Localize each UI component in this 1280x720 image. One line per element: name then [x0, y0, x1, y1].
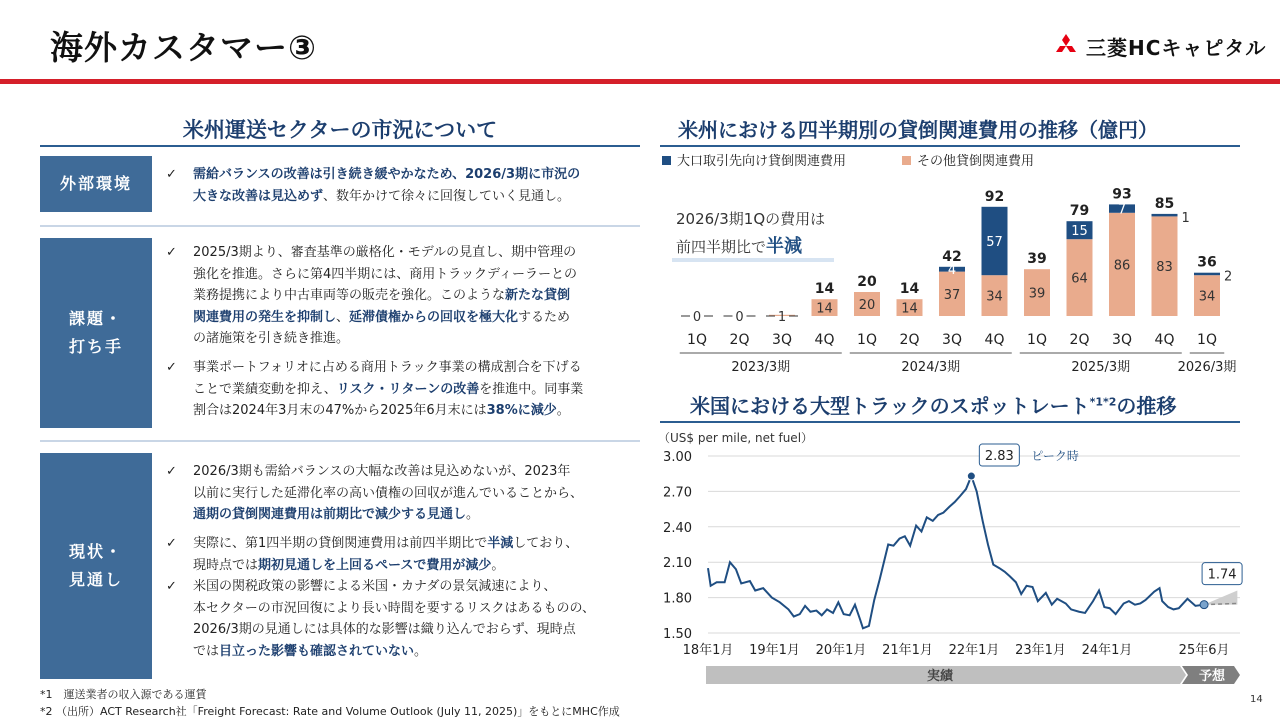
bar-large-client [1152, 214, 1178, 217]
line-chart-title-rule [660, 421, 1240, 423]
body-text: ことで業績変動を抑え、 [193, 381, 337, 397]
body-text: 事業ポートフォリオに占める商用トラック事業の構成割合を下げる [193, 360, 582, 375]
x-tick-label: 22年1月 [948, 643, 1000, 658]
body-text: では [193, 643, 220, 659]
bullet-line [166, 461, 636, 483]
row-label-line: 現状・ [68, 542, 123, 561]
x-tick-label: 20年1月 [815, 643, 867, 658]
row-separator [40, 440, 640, 442]
row-label-line: 課題・ [68, 309, 123, 328]
bar-value-label: 4 [947, 263, 957, 279]
bar-total-label: 79 [1069, 203, 1090, 220]
checkmark-icon: ✓ [166, 245, 177, 260]
legend-label-other: その他貸倒関連費用 [917, 154, 1035, 169]
x-tick-label: 2Q [1069, 332, 1090, 348]
y-tick-label: 2.70 [663, 485, 692, 501]
body-text: 、数年かけて徐々に回復していく見通し。 [323, 188, 571, 204]
bar-total-label: 14 [899, 281, 920, 298]
legend-swatch-large-client [662, 156, 671, 165]
bar-total-label: 20 [857, 274, 877, 290]
bullet-item [166, 242, 636, 350]
body-text: 。 [414, 643, 428, 659]
bar-total-label: 14 [814, 281, 835, 298]
checkmark-icon: ✓ [166, 464, 177, 479]
bar-total-label: 36 [1197, 254, 1217, 271]
x-tick-label: 1Q [1027, 332, 1047, 348]
bar-value-label: 7 [1117, 202, 1127, 218]
body-text: 実際に、第1四半期の貸倒関連費用は前四半期比で [193, 536, 488, 551]
group-label: 2026/3期 [1177, 360, 1237, 375]
page-number: 14 [1250, 694, 1263, 705]
callout-emphasis: 半減 [766, 236, 803, 257]
highlight-text: 需給バランスの改善は引き続き緩やかなため、 [193, 167, 466, 182]
actual-label: 実績 [926, 669, 954, 684]
line-unit-label: （US$ per mile, net fuel） [658, 431, 814, 445]
bar-value-label: 0 [692, 310, 702, 325]
x-tick-label: 1Q [1197, 332, 1217, 348]
highlight-text: リスク・リターンの改善 [336, 381, 480, 397]
body-text: 米国の関税政策の影響による米国・カナダの景気減速により、 [193, 579, 557, 594]
bar-total-label: 39 [1027, 251, 1047, 268]
x-tick-label: 19年1月 [749, 643, 800, 658]
x-tick-label: 24年1月 [1081, 643, 1133, 658]
bar-legend [662, 153, 1034, 169]
bar-value-label: 1 [777, 310, 787, 325]
x-tick-label: 2Q [899, 332, 920, 348]
x-tick-label: 25年6月 [1178, 643, 1230, 658]
bullet-line [166, 576, 636, 598]
peak-marker [967, 472, 975, 480]
x-tick-label: 18年1月 [682, 643, 734, 658]
highlight-text: 新たな貸倒 [505, 288, 571, 304]
bullet-line [166, 555, 636, 577]
bar-value-label: 0 [735, 310, 744, 325]
body-text: するため [518, 309, 571, 325]
bullet-line [166, 641, 636, 663]
x-tick-label: 3Q [942, 332, 962, 348]
bar-value-label: 20 [858, 298, 876, 313]
callout [672, 210, 834, 262]
y-tick-label: 3.00 [663, 450, 692, 465]
x-tick-label: 2Q [729, 332, 750, 348]
bar-value-label: 83 [1156, 260, 1173, 276]
bullet-line [166, 285, 636, 307]
x-tick-label: 1Q [857, 332, 877, 348]
bar-large-client [1194, 273, 1220, 276]
period-bar [706, 666, 1240, 684]
group-label: 2023/3期 [731, 360, 791, 375]
bullet-item [166, 164, 636, 207]
highlight-text: 通期の貸倒関連費用は前期比で減少する見通し [193, 507, 467, 523]
body-text: を推進中。同事業 [479, 381, 584, 397]
bullet-item [166, 533, 636, 576]
highlight-text: 2026/3期に市況の [465, 167, 581, 182]
checkmark-icon: ✓ [166, 579, 177, 594]
bullet-line [166, 483, 636, 505]
legend-label-large-client: 大口取引先向け貸倒関連費用 [677, 154, 847, 169]
header-rule [0, 79, 1280, 84]
bullet-line [166, 242, 636, 264]
latest-value-label: 1.74 [1207, 567, 1237, 583]
line-chart-title-suffix: の推移 [1116, 394, 1177, 418]
body-text: しており、 [513, 536, 579, 551]
body-text: 。 [491, 557, 505, 573]
left-title-rule [40, 145, 640, 147]
checkmark-icon: ✓ [166, 360, 177, 375]
bullet-line [166, 619, 636, 641]
body-text: の諸施策を引き続き推進。 [193, 331, 350, 347]
bar-total-label: 92 [984, 188, 1005, 205]
body-text: 。 [556, 403, 570, 419]
row-label-line: 打ち手 [68, 337, 123, 356]
highlight-text: 半減 [487, 536, 514, 551]
highlight-text: 関連費用の発生を抑制し [193, 309, 337, 325]
footnote-1: *1 運送業者の収入源である運賃 [40, 688, 207, 701]
bullet-line [166, 264, 636, 286]
bar-chart [650, 148, 1250, 380]
row-label-issues [40, 238, 152, 428]
x-tick-label: 1Q [687, 332, 707, 348]
bullet-line [166, 533, 636, 555]
body-text: 2026/3期も需給バランスの大幅な改善は見込めないが、2023年 [193, 464, 571, 479]
bar-value-label: 15 [1071, 224, 1088, 240]
bullet-line [166, 504, 636, 526]
bar-value-label: 86 [1113, 258, 1131, 274]
y-tick-label: 2.10 [663, 556, 692, 572]
row-label-external: 外部環境 [40, 156, 152, 212]
legend-swatch-other [902, 156, 911, 165]
actual-line [708, 476, 1204, 628]
body-text: 2025/3期より、審査基準の厳格化・モデルの見直し、期中管理の [193, 245, 577, 260]
y-tick-label: 1.50 [663, 627, 692, 642]
highlight-text: 目立った影響も確認されていない [219, 643, 415, 659]
body-text: 業務提携により中古車両等の販売を強化。このような [193, 288, 506, 304]
page-title: 海外カスタマー③ [50, 28, 317, 67]
bullet-line [166, 357, 636, 379]
line-plot-area [663, 444, 1242, 658]
bullet-line [166, 307, 636, 329]
bar-total-label: 93 [1112, 186, 1132, 203]
bar-value-label: 39 [1028, 286, 1046, 302]
x-tick-label: 21年1月 [882, 643, 933, 658]
bullet-item [166, 461, 636, 526]
bar-value-label: 14 [901, 301, 918, 317]
body-text: 現時点では [193, 557, 259, 573]
bar-value-label: 34 [1198, 289, 1216, 305]
bullet-line [166, 379, 636, 401]
bullet-line [166, 328, 636, 350]
x-tick-label: 23年1月 [1015, 643, 1066, 658]
callout-prefix: 前四半期比で [676, 238, 767, 256]
bar-value-label: 57 [986, 235, 1003, 250]
peak-value-label: 2.83 [984, 449, 1014, 465]
highlight-text: 延滞債権からの回収を極大化 [349, 309, 519, 325]
body-text: 以前に実行した延滞化率の高い債権の回収が進んでいることから、 [193, 485, 584, 501]
body-text: 。 [466, 507, 480, 523]
bar-value-label: 1 [1181, 210, 1190, 226]
y-tick-label: 2.40 [663, 520, 692, 536]
bullet-line [166, 186, 636, 208]
y-tick-label: 1.80 [663, 591, 692, 607]
bullet-item [166, 576, 636, 662]
bar-total-label: 85 [1154, 195, 1175, 212]
highlight-text: 38%に減少 [486, 403, 557, 419]
bar-chart-title: 米州における四半期別の貸倒関連費用の推移（億円） [678, 118, 1158, 142]
bar-value-label: 37 [943, 287, 961, 303]
bar-value-label: 64 [1071, 271, 1088, 287]
bullet-line [166, 400, 636, 422]
bullet-line [166, 164, 636, 186]
callout-underline [672, 258, 834, 262]
line-chart [650, 426, 1250, 688]
bar-value-label: 2 [1224, 269, 1233, 285]
row-label-outlook [40, 453, 152, 679]
highlight-text: 大きな改善は見込めず [193, 188, 324, 204]
row-label-line: 見通し [68, 570, 123, 589]
checkmark-icon: ✓ [166, 167, 177, 182]
group-label: 2024/3期 [901, 360, 961, 375]
callout-line1: 2026/3期1Qの費用は [676, 210, 826, 228]
bullet-line [166, 598, 636, 620]
line-chart-title-sup: *1*2 [1089, 395, 1117, 409]
three-diamonds-icon [1052, 34, 1080, 58]
x-tick-label: 4Q [814, 332, 835, 348]
checkmark-icon: ✓ [166, 536, 177, 551]
x-tick-label: 3Q [1112, 332, 1132, 348]
body-text: 強化を推進。さらに第4四半期には、商用トラックディーラーとの [193, 266, 577, 282]
callout-line2 [676, 235, 802, 257]
bar-total-label: 42 [942, 248, 962, 265]
x-tick-label: 4Q [984, 332, 1005, 348]
forecast-label: 予想 [1198, 669, 1226, 684]
bar-value-label: 34 [986, 289, 1003, 305]
x-tick-label: 3Q [772, 332, 792, 348]
line-chart-title-main: 米国における大型トラックのスポットレート [690, 394, 1090, 418]
line-chart-title [690, 390, 1176, 419]
body-text: 2026/3期の見通しには具体的な影響は織り込んでおらず、現時点 [193, 622, 576, 638]
footnote-2: *2 （出所）ACT Research社「Freight Forecast: Rate and Volume Outlook (July 11, 2025)」をもとにMHC作成 [40, 705, 620, 718]
logo-text: 三菱HCキャピタル [1086, 35, 1267, 60]
row-separator [40, 225, 640, 227]
group-label: 2025/3期 [1071, 360, 1131, 375]
bar-value-label: 14 [816, 301, 833, 317]
company-logo [1052, 34, 1266, 58]
body-text: 本セクターの市況回復により長い時間を要するリスクはあるものの、 [193, 600, 595, 616]
highlight-text: 期初見通しを上回るペースで費用が減少 [258, 557, 492, 573]
left-section-title: 米州運送セクターの市況について [182, 118, 498, 142]
bar-chart-title-rule [660, 145, 1240, 147]
bullet-item [166, 357, 636, 422]
x-tick-label: 4Q [1154, 332, 1175, 348]
peak-label: ピーク時 [1031, 449, 1079, 464]
body-text: 、 [336, 309, 350, 325]
body-text: 割合は2024年3月末の47%から2025年6月末には [193, 403, 487, 419]
latest-marker [1200, 601, 1208, 609]
